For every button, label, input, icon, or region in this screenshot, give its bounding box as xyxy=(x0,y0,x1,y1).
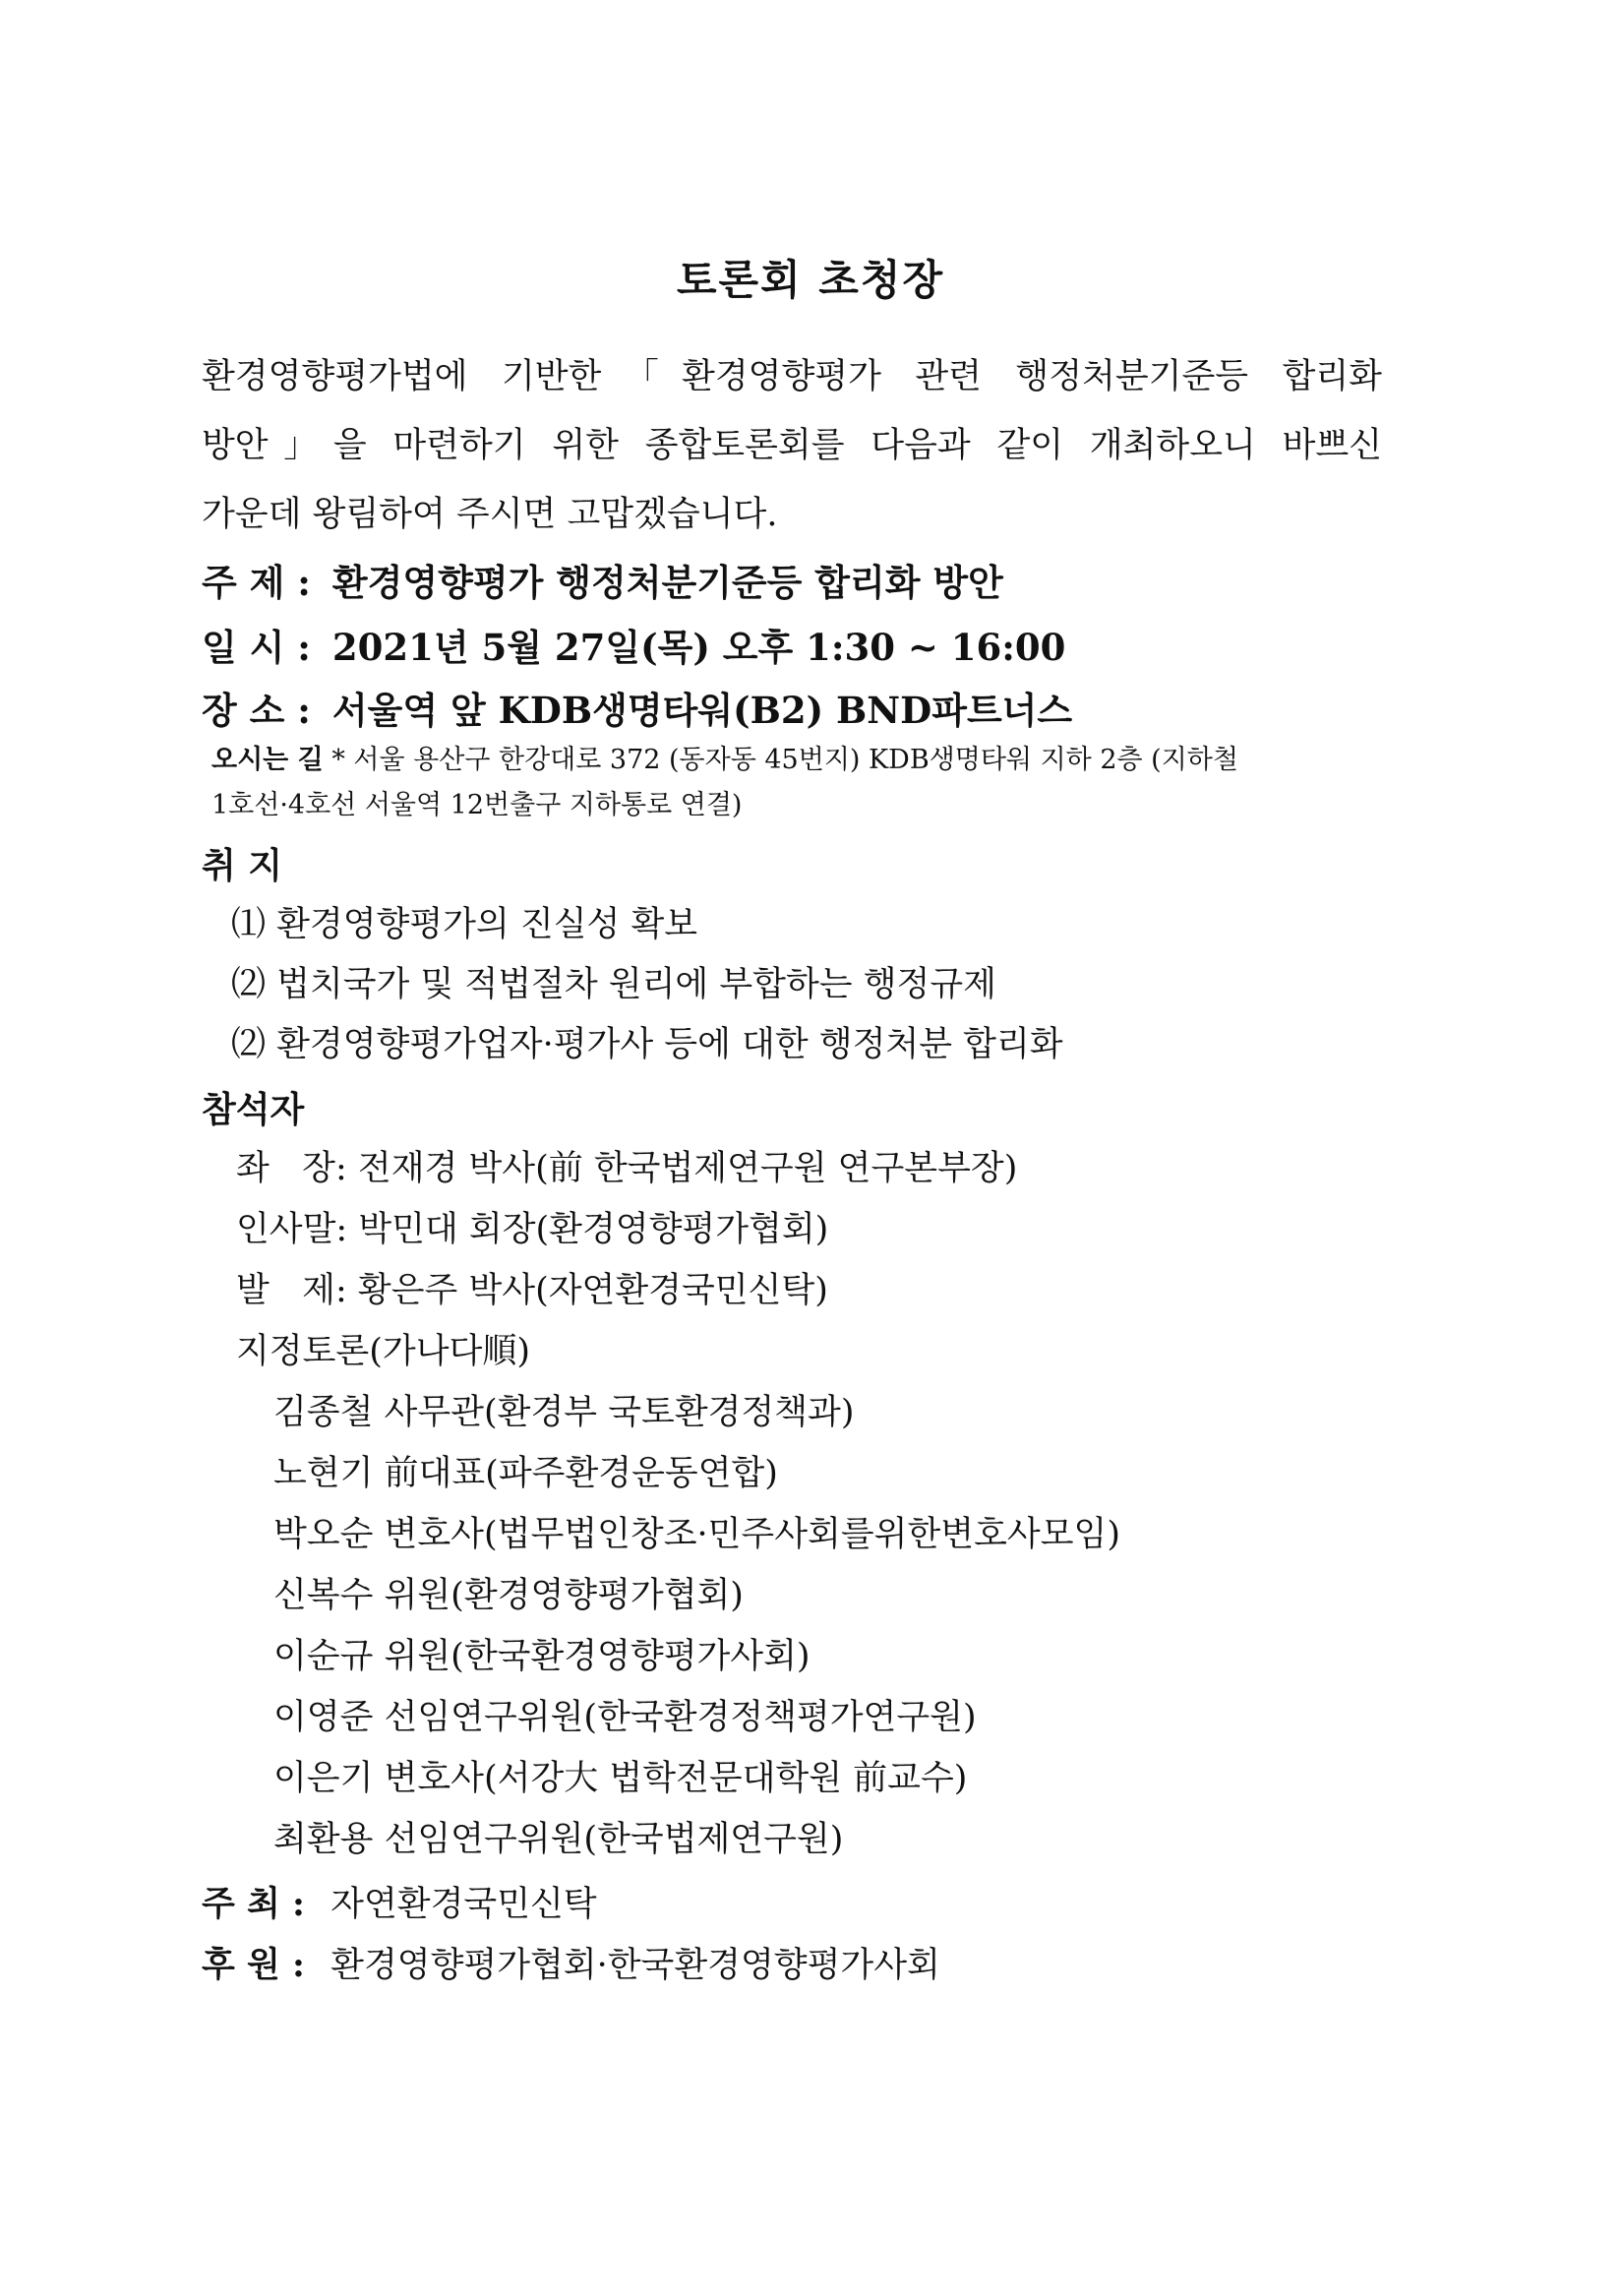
participants-heading: 참석자 xyxy=(202,1089,305,1130)
sponsor-row xyxy=(202,1938,940,1987)
datetime-label: 일 시 : xyxy=(202,626,311,669)
directions-line-1: * 서울 용산구 한강대로 372 (동자동 45번지) KDB생명타워 지하 2층 (지하철 xyxy=(331,745,1238,775)
purpose-item-1: ⑴ 환경영향평가의 진실성 확보 xyxy=(231,905,698,944)
host-value: 자연환경국민신탁 xyxy=(330,1885,597,1924)
venue-label: 장 소 : xyxy=(202,689,311,732)
sponsor-label: 후 원 : xyxy=(202,1945,305,1985)
intro-line-1: 환경영향평가법에 기반한「환경영향평가 관련 행정처분기준등 합리화 xyxy=(202,357,1382,396)
venue-value: 서울역 앞 KDB생명타워(B2) BND파트너스 xyxy=(331,689,1073,732)
panelist: 신복수 위원(환경영향평가협회) xyxy=(273,1576,744,1615)
topic-row xyxy=(202,553,1003,606)
datetime-row xyxy=(202,618,1065,671)
panelist: 노현기 前대표(파주환경운동연합) xyxy=(273,1454,778,1493)
host-label: 주 최 : xyxy=(202,1884,305,1924)
panelist: 최환용 선임연구위원(한국법제연구원) xyxy=(273,1820,844,1859)
intro-line-3: 가운데 왕림하여 주시면 고맙겠습니다. xyxy=(202,495,778,534)
sponsor-value: 환경영향평가협회·한국환경영향평가사회 xyxy=(330,1946,940,1985)
panelist: 김종철 사무관(환경부 국토환경정책과) xyxy=(273,1393,855,1432)
directions xyxy=(211,738,1392,828)
datetime-value: 2021년 5월 27일(목) 오후 1:30 ~ 16:00 xyxy=(331,626,1066,669)
directions-line-2: 1호선·4호선 서울역 12번출구 지하통로 연결) xyxy=(211,790,743,820)
venue-row xyxy=(202,681,1072,734)
topic-value: 환경영향평가 행정처분기준등 합리화 방안 xyxy=(331,561,1003,604)
panelist: 이은기 변호사(서강大 법학전문대학원 前교수) xyxy=(273,1759,968,1798)
role-greeting: 인사말: 박민대 회장(환경영향평가협회) xyxy=(236,1210,829,1249)
host-row xyxy=(202,1877,597,1926)
role-chair: 좌 장: 전재경 박사(前 한국법제연구원 연구본부장) xyxy=(236,1149,1018,1188)
directions-label: 오시는 길 xyxy=(211,745,324,775)
purpose-item-3: ⑵ 환경영향평가업자·평가사 등에 대한 행정처분 합리화 xyxy=(231,1025,1063,1064)
panelist: 이순규 위원(한국환경영향평가사회) xyxy=(273,1637,810,1676)
purpose-heading: 취 지 xyxy=(202,845,283,886)
intro-line-2: 방안」을 마련하기 위한 종합토론회를 다음과 같이 개최하오니 바쁘신 xyxy=(202,426,1382,465)
panelist: 이영준 선임연구위원(한국환경정책평가연구원) xyxy=(273,1698,977,1737)
page-title: 토론회 초청장 xyxy=(676,256,945,304)
panelist: 박오순 변호사(법무법인창조·민주사회를위한변호사모임) xyxy=(273,1515,1121,1554)
role-presenter: 발 제: 황은주 박사(자연환경국민신탁) xyxy=(236,1271,828,1310)
topic-label: 주 제 : xyxy=(202,561,311,604)
role-panel-heading: 지정토론(가나다順) xyxy=(236,1332,530,1371)
purpose-item-2: ⑵ 법치국가 및 적법절차 원리에 부합하는 행정규제 xyxy=(231,965,996,1004)
